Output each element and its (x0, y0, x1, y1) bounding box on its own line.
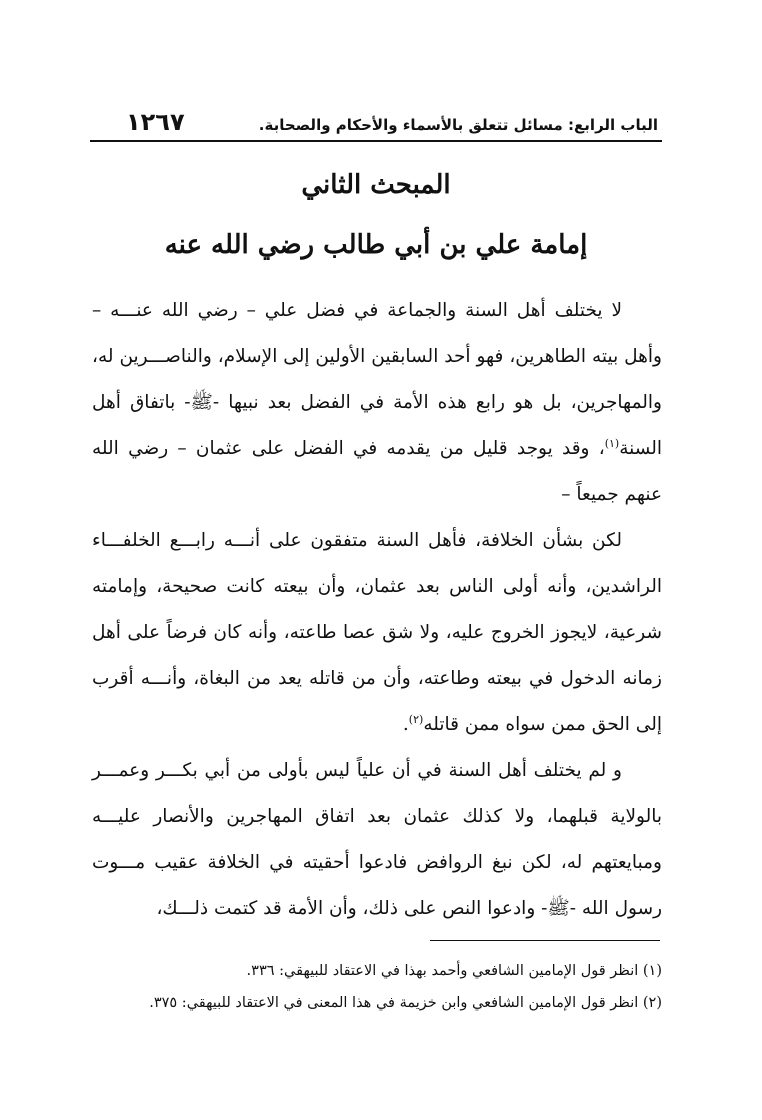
footnotes (92, 955, 662, 1019)
paragraph-1-text-a: لا يختلف أهل السنة والجماعة في فضل علي – رضي الله عنـــه – وأهل بيته الطاهرين، فهو أحد السابقين الأولين إلى الإسلام، والناصـــرين له، والمهاجرين، بل هو رابع هذه الأمة في الفضل بعد نبيها -ﷺ- باتفاق أهل السنة (92, 300, 662, 459)
footnote-ref-1[interactable]: (١) (604, 436, 620, 450)
page-number: ١٢٦٧ (126, 108, 185, 136)
page-header (90, 106, 662, 142)
body-text (92, 288, 662, 932)
footnote-1: (١) انظر قول الإمامين الشافعي وأحمد بهذا في الاعتقاد للبيهقي: ٣٣٦. (246, 963, 662, 979)
footnote-2: (٢) انظر قول الإمامين الشافعي وابن خزيمة في هذا المعنى في الاعتقاد للبيهقي: ٣٧٥. (149, 995, 662, 1011)
running-header-title: الباب الرابع: مسائل تتعلق بالأسماء والأحكام والصحابة. (258, 116, 658, 134)
paragraph-1 (92, 288, 662, 518)
paragraph-3: و لم يختلف أهل السنة في أن علياً ليس بأولى من أبي بكـــر وعمـــر بالولاية قبلهما، ولا كذلك عثمان بعد اتفاق المهاجرين والأنصار عليـــه ومبايعتهم له، لكن نبغ الروافض فادعوا أحقيته في الخلافة عقيب مـــوت رسول الله -ﷺ- وادعوا النص على ذلك، وأن الأمة قد كتمت ذلـــك، (92, 760, 662, 919)
paragraph-2-text-a: لكن بشأن الخلافة، فأهل السنة متفقون على أنـــه رابـــع الخلفـــاء الراشدين، وأنه أولى الناس بعد عثمان، وأن بيعته كانت صحيحة، وإمامته شرعية، لايجوز الخروج عليه، ولا شق عصا طاعته، وأنه كان فرضاً على أهل زمانه الدخول في بيعته وطاعته، وأن من قاتله يعد من البغاة، وأنـــه أقرب إلى الحق ممن سواه ممن قاتله (92, 530, 662, 735)
section-heading: إمامة علي بن أبي طالب رضي الله عنه (164, 230, 588, 260)
footnote-divider (430, 940, 660, 941)
paragraph-2 (92, 518, 662, 748)
chapter-heading: المبحث الثاني (301, 170, 451, 200)
footnote-ref-2[interactable]: (٢) (408, 712, 424, 726)
paragraph-2-text-b: . (402, 714, 409, 735)
paragraph-1-text-b: ، وقد يوجد قليل من يقدمه في الفضل على عثمان – رضي الله عنهم جميعاً – (92, 438, 662, 505)
